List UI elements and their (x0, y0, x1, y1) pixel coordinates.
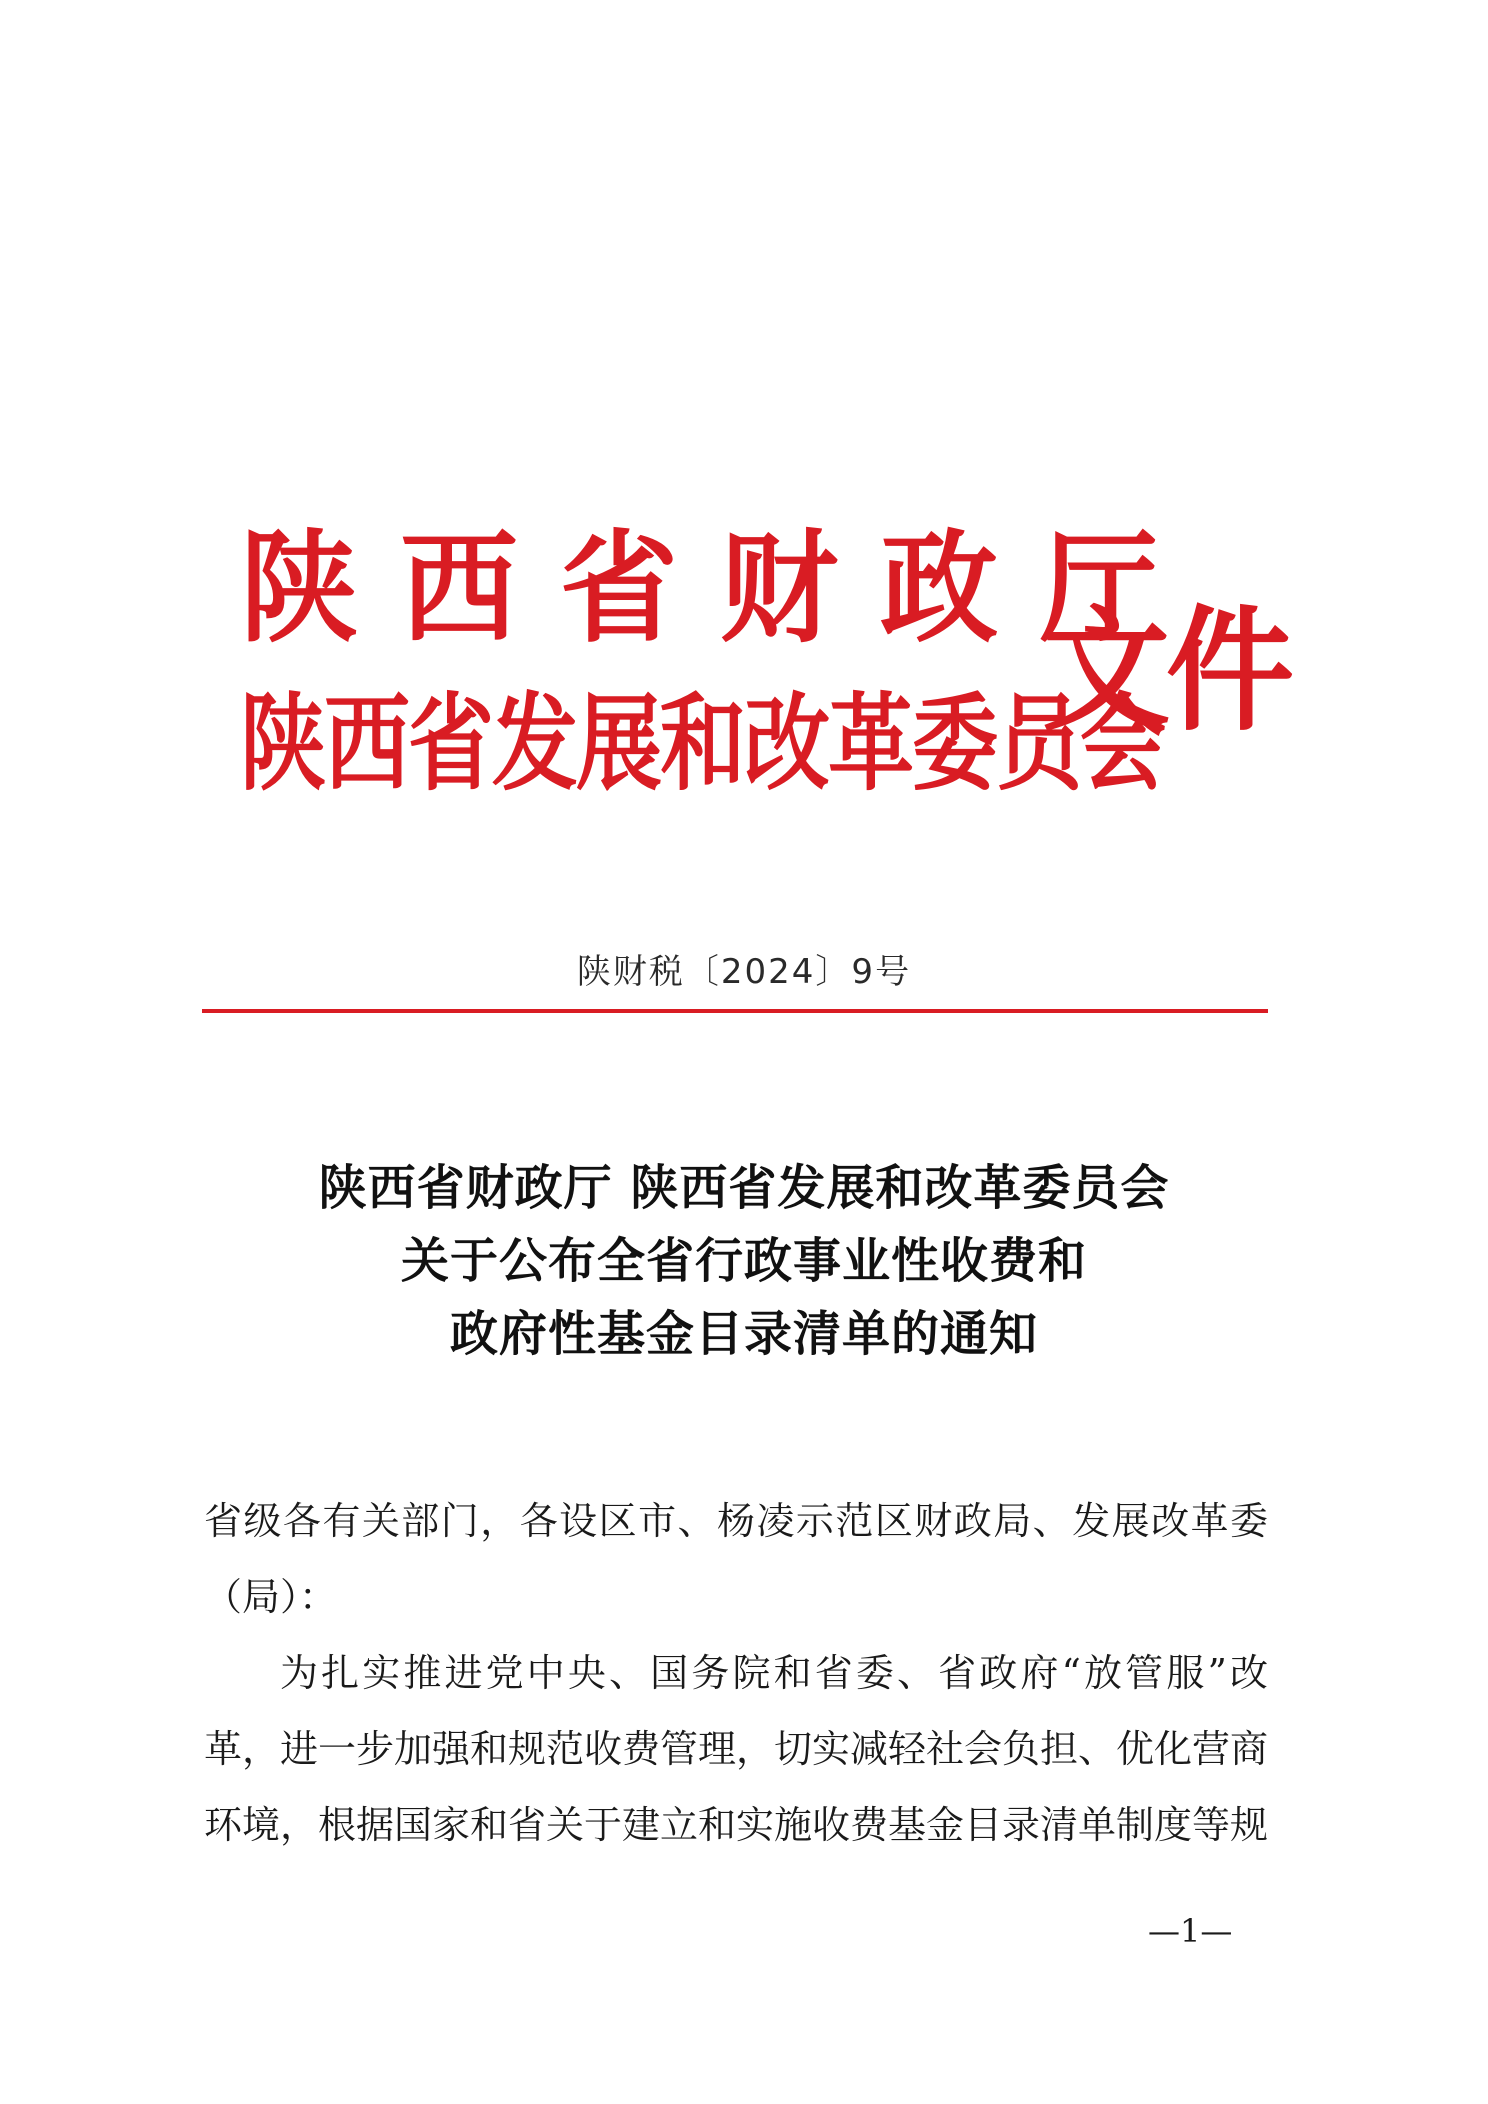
header-red-rule (202, 1009, 1268, 1013)
document-number: 陕财税〔2024〕9号 (576, 952, 912, 992)
paragraph-line: 革，进一步加强和规范收费管理，切实减轻社会负担、优化营商 (204, 1727, 1269, 1771)
document-label: 文件 (1042, 592, 1291, 750)
title-line: 陕西省财政厅 陕西省发展和改革委员会 (318, 1160, 1170, 1216)
addressee-line: 省级各有关部门，各设区市、杨凌示范区财政局、发展改革委 (204, 1499, 1268, 1543)
paragraph-line: 为扎实推进党中央、国务院和省委、省政府“放管服”改 (280, 1651, 1268, 1695)
page-number: —1— (1148, 1912, 1233, 1950)
document-title (0, 1152, 1488, 1371)
issuer-development-reform-commission: 陕西省发展和改革委员会 (240, 682, 1164, 806)
issuer-finance-department: 陕西省财政厅 (240, 516, 1201, 659)
title-line: 政府性基金目录清单的通知 (449, 1306, 1038, 1362)
addressee-line: （局）： (204, 1575, 338, 1619)
paragraph-line: 环境，根据国家和省关于建立和实施收费基金目录清单制度等规 (204, 1803, 1269, 1847)
title-line: 关于公布全省行政事业性收费和 (400, 1233, 1087, 1289)
document-body (204, 1483, 1268, 1863)
